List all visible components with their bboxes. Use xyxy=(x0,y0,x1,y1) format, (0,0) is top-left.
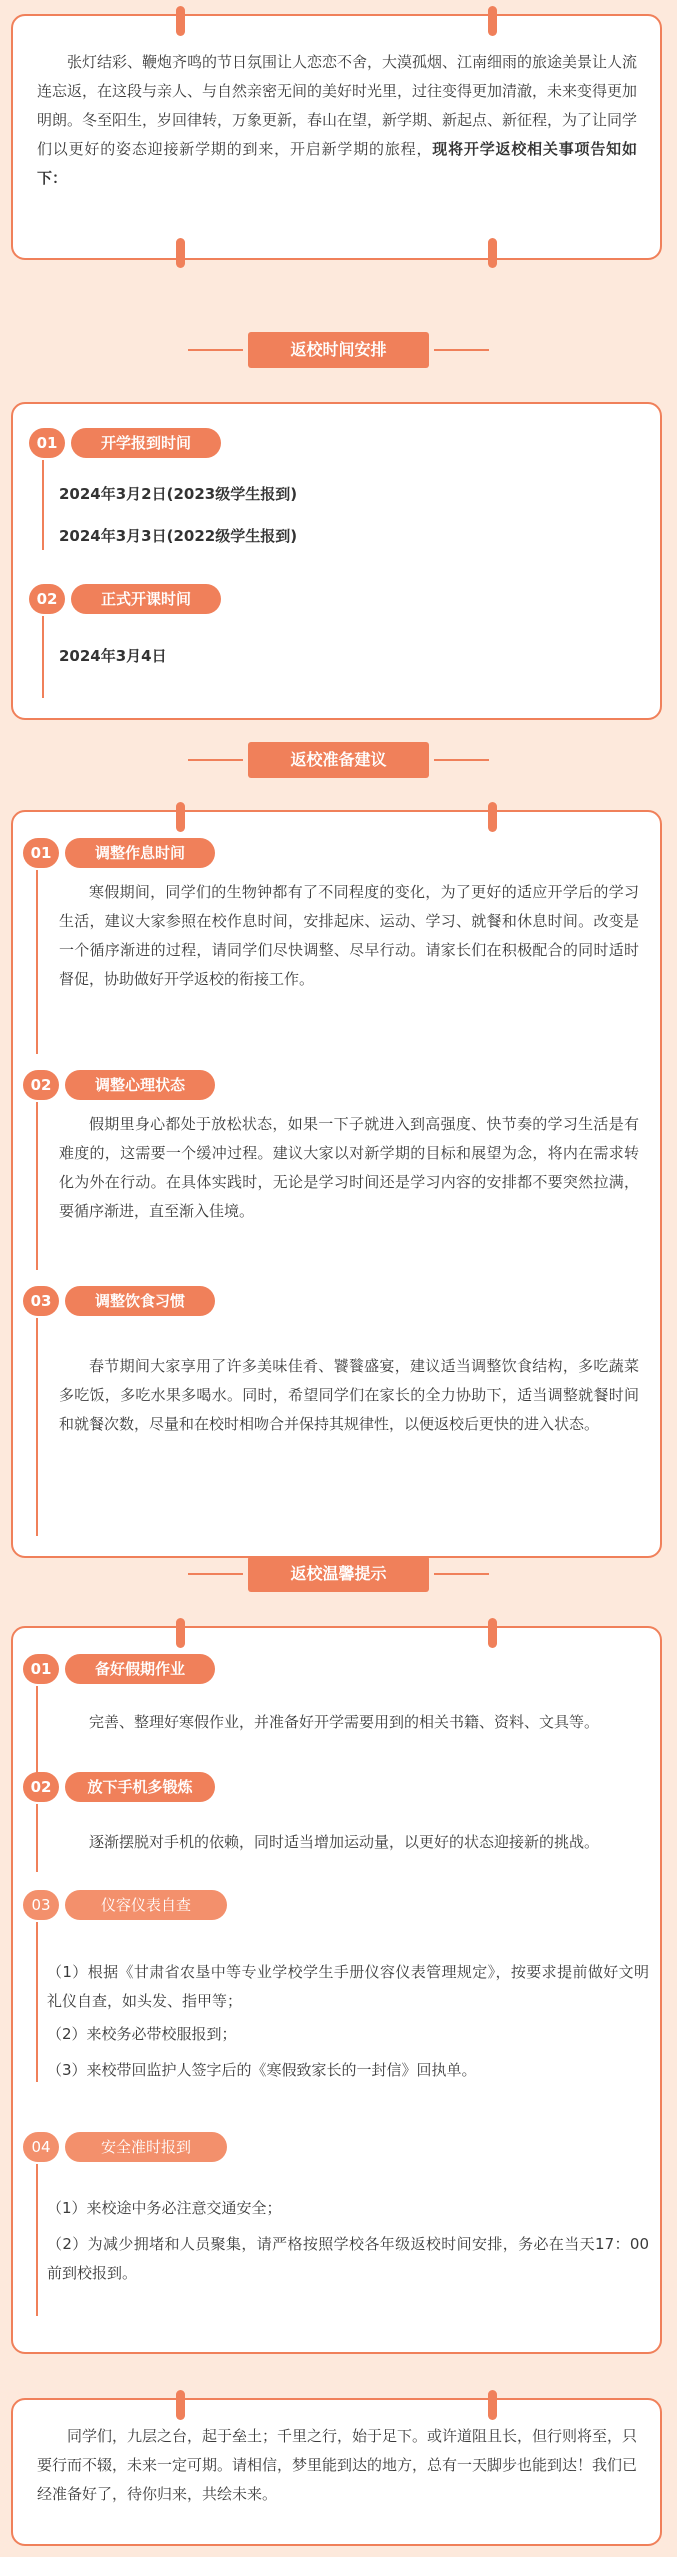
section3-item-2-paragraph: 逐渐摆脱对手机的依赖，同时适当增加运动量，以更好的状态迎接新的挑战。 xyxy=(89,1833,600,1851)
card-pin-right xyxy=(488,1618,497,1648)
section1-title xyxy=(0,332,677,368)
item-rail xyxy=(42,616,44,698)
item-rail xyxy=(36,1686,38,1774)
section2-item-1-text xyxy=(59,878,639,994)
title-line-left xyxy=(188,1573,243,1575)
section1-item-1-line-1: 2024年3月2日(2023级学生报到) xyxy=(59,485,298,503)
item-label: 放下手机多锻炼 xyxy=(65,1772,215,1802)
section3-item-3-line-2: （2）来校务必带校服报到； xyxy=(47,2025,237,2043)
item-number: 03 xyxy=(23,1890,59,1920)
section3-item-4-paragraph-2: （2）为减少拥堵和人员聚集，请严格按照学校各年级返校时间安排，务必在当天17：00前到校报到。 xyxy=(47,2235,649,2282)
title-line-left xyxy=(188,349,243,351)
closing-card xyxy=(11,2398,662,2546)
item-rail xyxy=(36,1922,38,2082)
section2-item-1-paragraph: 寒假期间，同学们的生物钟都有了不同程度的变化，为了更好的适应开学后的学习生活，建议大家参照在校作息时间，安排起床、运动、学习、就餐和休息时间。改变是一个循序渐进的过程，请同学们尽快调整、尽早行动。请家长们在积极配合的同时适时督促，协助做好开学返校的衔接工作。 xyxy=(59,883,639,988)
item-number: 02 xyxy=(23,1772,59,1802)
card-pin-bottom-left xyxy=(176,238,185,268)
section2-item-3-text xyxy=(59,1352,639,1439)
section3-item-1-text xyxy=(59,1708,649,1737)
item-label: 调整心理状态 xyxy=(65,1070,215,1100)
item-rail xyxy=(36,870,38,1054)
intro-card xyxy=(11,14,662,260)
section1-card xyxy=(11,402,662,720)
section3-item-4-tag xyxy=(23,2132,263,2162)
section3-item-3-tag xyxy=(23,1890,263,1920)
section2-item-3-tag xyxy=(23,1286,223,1316)
section2-item-3-paragraph: 春节期间大家享用了许多美味佳肴、饕餮盛宴，建议适当调整饮食结构，多吃蔬菜多吃饭，多吃水果多喝水。同时，希望同学们在家长的全力协助下，适当调整就餐时间和就餐次数，尽量和在校时相吻合并保持其规律性，以便返校后更快的进入状态。 xyxy=(59,1357,639,1433)
item-rail xyxy=(42,460,44,550)
item-label: 开学报到时间 xyxy=(71,428,221,458)
section2-item-2-paragraph: 假期里身心都处于放松状态，如果一下子就进入到高强度、快节奏的学习生活是有难度的，这需要一个缓冲过程。建议大家以对新学期的目标和展望为念，将内在需求转化为外在行动。在具体实践时，无论是学习时间还是学习内容的安排都不要突然拉满，要循序渐进，直至渐入佳境。 xyxy=(59,1115,639,1220)
section3-item-3-line-1 xyxy=(47,1958,649,2016)
item-label: 安全准时报到 xyxy=(65,2132,227,2162)
section3-item-2-text xyxy=(59,1828,649,1857)
section2-item-2-tag xyxy=(23,1070,223,1100)
section2-title xyxy=(0,742,677,778)
section3-item-3-line-3: （3）来校带回监护人签字后的《寒假致家长的一封信》回执单。 xyxy=(47,2061,477,2079)
section3-item-4-line-1: （1）来校途中务必注意交通安全； xyxy=(47,2199,282,2217)
card-pin-left xyxy=(176,6,185,36)
section3-title-label: 返校温馨提示 xyxy=(248,1556,429,1592)
card-pin-left xyxy=(176,802,185,832)
section3-card xyxy=(11,1626,662,2354)
section1-item-2-line-1: 2024年3月4日 xyxy=(59,647,167,665)
section3-item-4-line-2 xyxy=(47,2230,649,2288)
section2-card xyxy=(11,810,662,1558)
section2-item-2-text xyxy=(59,1110,639,1226)
item-label: 调整作息时间 xyxy=(65,838,215,868)
title-line-right xyxy=(434,759,489,761)
section3-item-1-tag xyxy=(23,1654,223,1684)
title-line-right xyxy=(434,1573,489,1575)
card-pin-left xyxy=(176,2390,185,2420)
card-pin-right xyxy=(488,6,497,36)
item-label: 仪容仪表自查 xyxy=(65,1890,227,1920)
section2-title-label: 返校准备建议 xyxy=(248,742,429,778)
section3-title xyxy=(0,1556,677,1592)
section2-item-1-tag xyxy=(23,838,223,868)
section1-item-1-line-2: 2024年3月3日(2022级学生报到) xyxy=(59,527,298,545)
item-number: 04 xyxy=(23,2132,59,2162)
item-label: 备好假期作业 xyxy=(65,1654,215,1684)
item-number: 01 xyxy=(23,838,59,868)
item-number: 01 xyxy=(23,1654,59,1684)
card-pin-right xyxy=(488,802,497,832)
item-rail xyxy=(36,1804,38,1872)
item-number: 02 xyxy=(29,584,65,614)
section1-title-label: 返校时间安排 xyxy=(248,332,429,368)
item-number: 01 xyxy=(29,428,65,458)
title-line-right xyxy=(434,349,489,351)
item-rail xyxy=(36,1102,38,1270)
item-number: 02 xyxy=(23,1070,59,1100)
item-label: 调整饮食习惯 xyxy=(65,1286,215,1316)
item-rail xyxy=(36,2164,38,2316)
item-label: 正式开课时间 xyxy=(71,584,221,614)
section3-item-2-tag xyxy=(23,1772,223,1802)
intro-text: 张灯结彩、鞭炮齐鸣的节日氛围让人恋恋不舍，大漠孤烟、江南细雨的旅途美景让人流连忘返，在这段与亲人、与自然亲密无间的美好时光里，过往变得更加清澈，未来变得更加明朗。冬至阳生，岁回律转，万象更新，春山在望，新学期、新起点、新征程，为了让同学们以更好的姿态迎接新学期的到来，开启新学期的旅程， xyxy=(37,53,638,158)
section3-item-3-paragraph-1: （1）根据《甘肃省农垦中等专业学校学生手册仪容仪表管理规定》，按要求提前做好文明礼仪自查，如头发、指甲等； xyxy=(47,1963,649,2010)
intro-bold-text: 现将开学返校相关事项告知如下： xyxy=(37,140,637,187)
card-pin-right xyxy=(488,2390,497,2420)
section1-item-2-tag xyxy=(29,584,229,614)
card-pin-bottom-right xyxy=(488,238,497,268)
section1-item-1-tag xyxy=(29,428,229,458)
closing-paragraph: 同学们，九层之台，起于垒土；千里之行，始于足下。或许道阻且长，但行则将至，只要行而不辍，未来一定可期。请相信，梦里能到达的地方，总有一天脚步也能到达！我们已经准备好了，待你归来，共绘未来。 xyxy=(37,2427,638,2503)
title-line-left xyxy=(188,759,243,761)
card-pin-left xyxy=(176,1618,185,1648)
intro-paragraph xyxy=(37,48,637,193)
item-number: 03 xyxy=(23,1286,59,1316)
item-rail xyxy=(36,1318,38,1536)
section3-item-1-paragraph: 完善、整理好寒假作业，并准备好开学需要用到的相关书籍、资料、文具等。 xyxy=(89,1713,600,1731)
